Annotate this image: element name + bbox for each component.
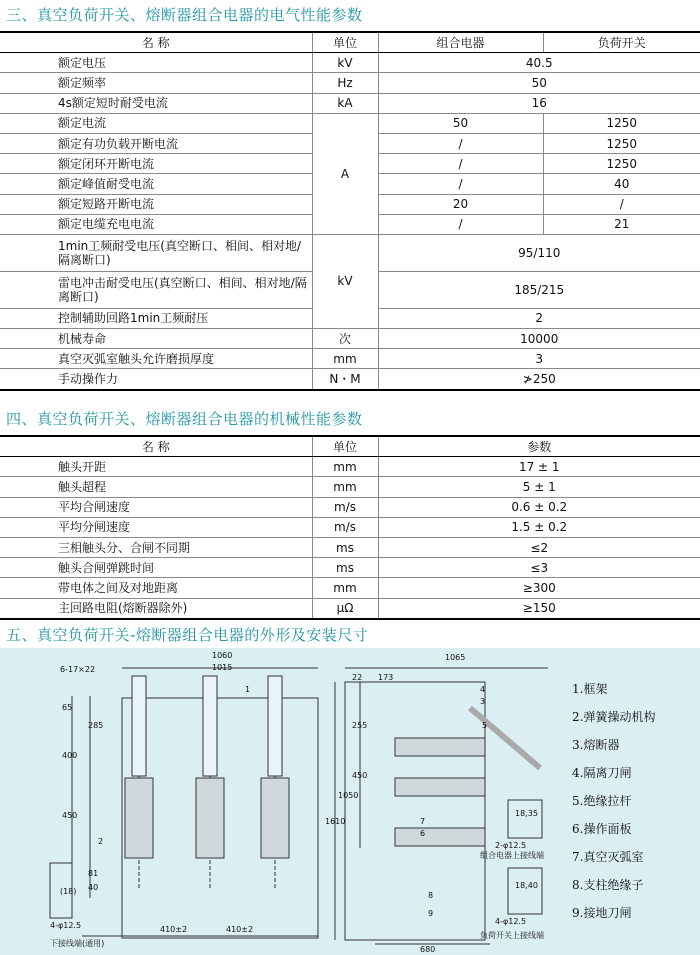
- dim-label: 22: [352, 673, 363, 682]
- installation-drawing: [0, 648, 700, 955]
- row-value: 16: [378, 93, 700, 113]
- dim-label: 1050: [338, 791, 359, 800]
- dim-label: 450: [62, 811, 78, 820]
- caption-combo-terminal: 组合电器上接线端: [480, 851, 544, 860]
- row-value: 40.5: [378, 53, 700, 73]
- row-name: 4s额定短时耐受电流: [0, 93, 312, 113]
- dim-label: 4-φ12.5: [495, 917, 527, 926]
- row-name: 控制辅助回路1min工频耐压: [0, 308, 312, 328]
- row-unit: N・M: [312, 369, 378, 390]
- table-row: [0, 73, 700, 93]
- callout-number: 2: [98, 837, 104, 846]
- row-value: ≤3: [378, 558, 700, 578]
- callout-number: 3: [480, 697, 486, 706]
- row-unit: 次: [312, 329, 378, 349]
- row-unit: mm: [312, 477, 378, 497]
- table-row: [0, 558, 700, 578]
- legend-item: 2.弹簧操动机构: [572, 710, 656, 724]
- row-unit: ms: [312, 558, 378, 578]
- row-unit: μΩ: [312, 598, 378, 619]
- row-name: 真空灭弧室触头允许磨损厚度: [0, 349, 312, 369]
- row-name: 1min工频耐受电压(真空断口、相间、相对地/隔离断口): [0, 234, 312, 271]
- row-unit: m/s: [312, 497, 378, 517]
- row-value: 50: [378, 73, 700, 93]
- row-name: 额定电流: [0, 113, 312, 133]
- side-insulator-2: [395, 778, 485, 796]
- row-unit: mm: [312, 457, 378, 477]
- row-switch: 1250: [543, 133, 700, 153]
- table-row: [0, 517, 700, 537]
- dim-label: 1065: [445, 653, 466, 662]
- row-name: 额定有功负载开断电流: [0, 133, 312, 153]
- dim-label: 18,40: [515, 881, 538, 890]
- callout-number: 8: [428, 891, 434, 900]
- row-unit: mm: [312, 349, 378, 369]
- row-switch: 40: [543, 174, 700, 194]
- table-row: [0, 93, 700, 113]
- dim-label: 255: [352, 721, 368, 730]
- row-unit: ms: [312, 537, 378, 557]
- row-name: 平均合闸速度: [0, 497, 312, 517]
- row-switch: /: [543, 194, 700, 214]
- callout-number: 7: [420, 817, 426, 826]
- legend-item: 3.熔断器: [572, 738, 620, 752]
- legend-item: 1.框架: [572, 682, 608, 696]
- switch-terminal-detail: [508, 868, 542, 914]
- legend-item: 5.绝缘拉杆: [572, 794, 632, 808]
- row-name: 额定峰值耐受电流: [0, 174, 312, 194]
- dim-label: 450: [352, 771, 368, 780]
- fuse-insulator-2: [203, 676, 217, 776]
- row-value: 0.6 ± 0.2: [378, 497, 700, 517]
- dim-label: 680: [420, 945, 436, 954]
- row-name: 雷电冲击耐受电压(真空断口、相间、相对地/隔离断口): [0, 271, 312, 308]
- row-name: 触头合闸弹跳时间: [0, 558, 312, 578]
- table-row: [0, 537, 700, 557]
- section-5-title: 五、真空负荷开关-熔断器组合电器的外形及安装尺寸: [6, 626, 369, 644]
- side-insulator-3: [395, 828, 485, 846]
- electrical-params-table: [0, 31, 700, 391]
- row-name: 额定短路开断电流: [0, 194, 312, 214]
- legend-item: 4.隔离刀闸: [572, 766, 632, 780]
- row-name: 手动操作力: [0, 369, 312, 390]
- table-row: [0, 349, 700, 369]
- row-name: 触头开距: [0, 457, 312, 477]
- row-unit: mm: [312, 578, 378, 598]
- callout-number: 1: [245, 685, 251, 694]
- dim-label: 1060: [212, 651, 233, 660]
- row-value: ≤2: [378, 537, 700, 557]
- row-name: 主回路电阻(熔断器除外): [0, 598, 312, 619]
- row-name: 额定闭环开断电流: [0, 154, 312, 174]
- fuse-insulator-3: [268, 676, 282, 776]
- dim-label: 410±2: [226, 925, 254, 934]
- dim-label: 65: [62, 703, 73, 712]
- row-combo: /: [378, 174, 543, 194]
- caption-switch-terminal: 负荷开关上接线端: [480, 931, 544, 940]
- row-value: 17 ± 1: [378, 457, 700, 477]
- header-param: 参数: [378, 436, 700, 457]
- row-value: ≥150: [378, 598, 700, 619]
- combo-terminal-detail: [508, 800, 542, 838]
- row-combo: /: [378, 133, 543, 153]
- row-name: 三相触头分、合闸不同期: [0, 537, 312, 557]
- table-header-row: [0, 32, 700, 53]
- row-value: 95/110: [378, 234, 700, 271]
- row-value: ≯250: [378, 369, 700, 390]
- row-value: 5 ± 1: [378, 477, 700, 497]
- section-4-title: 四、真空负荷开关、熔断器组合电器的机械性能参数: [6, 410, 363, 428]
- row-combo: 50: [378, 113, 543, 133]
- dim-label: 18,35: [515, 809, 538, 818]
- table-row: [0, 598, 700, 619]
- dim-label: 410±2: [160, 925, 188, 934]
- row-name: 额定频率: [0, 73, 312, 93]
- dim-label: 81: [88, 869, 99, 878]
- table-row: [0, 329, 700, 349]
- row-name: 额定电压: [0, 53, 312, 73]
- dim-label: 285: [88, 721, 104, 730]
- table-row: [0, 457, 700, 477]
- row-switch: 1250: [543, 154, 700, 174]
- dim-label: 40: [88, 883, 99, 892]
- header-name: 名 称: [0, 436, 312, 457]
- row-combo: /: [378, 154, 543, 174]
- table-row: [0, 578, 700, 598]
- support-insulator-1: [125, 778, 153, 858]
- dim-label: 2-φ12.5: [495, 841, 527, 850]
- row-name: 带电体之间及对地距离: [0, 578, 312, 598]
- row-switch: 21: [543, 214, 700, 234]
- group-unit-a: A: [312, 113, 378, 234]
- row-name: 机械寿命: [0, 329, 312, 349]
- row-value: 10000: [378, 329, 700, 349]
- legend-item: 8.支柱绝缘子: [572, 878, 644, 892]
- table-row: [0, 234, 700, 271]
- row-name: 平均分闸速度: [0, 517, 312, 537]
- dim-label: 400: [62, 751, 78, 760]
- table-header-row: [0, 436, 700, 457]
- mechanical-params-table: [0, 435, 700, 620]
- support-insulator-3: [261, 778, 289, 858]
- row-combo: 20: [378, 194, 543, 214]
- header-combo: 组合电器: [378, 32, 543, 53]
- table-row: [0, 53, 700, 73]
- table-row: [0, 369, 700, 390]
- callout-number: 9: [428, 909, 434, 918]
- callout-number: 5: [482, 721, 488, 730]
- group-unit-kv: kV: [312, 234, 378, 328]
- dim-label: 6-17×22: [60, 665, 96, 674]
- row-value: 3: [378, 349, 700, 369]
- legend-item: 6.操作面板: [572, 822, 632, 836]
- legend-item: 9.接地刀闸: [572, 906, 632, 920]
- fuse-insulator-1: [132, 676, 146, 776]
- row-unit: kV: [312, 53, 378, 73]
- header-unit: 单位: [312, 436, 378, 457]
- dim-label: 173: [378, 673, 394, 682]
- row-value: 2: [378, 308, 700, 328]
- side-insulator-1: [395, 738, 485, 756]
- drawing-svg: [0, 648, 700, 955]
- dim-label: 4-φ12.5: [50, 921, 82, 930]
- row-unit: m/s: [312, 517, 378, 537]
- row-name: 额定电缆充电电流: [0, 214, 312, 234]
- row-unit: kA: [312, 93, 378, 113]
- legend-item: 7.真空灭弧室: [572, 850, 644, 864]
- table-row: [0, 497, 700, 517]
- table-row: [0, 113, 700, 133]
- row-switch: 1250: [543, 113, 700, 133]
- section-3-title: 三、真空负荷开关、熔断器组合电器的电气性能参数: [6, 6, 363, 24]
- row-value: 1.5 ± 0.2: [378, 517, 700, 537]
- row-combo: /: [378, 214, 543, 234]
- header-unit: 单位: [312, 32, 378, 53]
- dim-label: 1610: [325, 817, 346, 826]
- callout-number: 4: [480, 685, 486, 694]
- dim-label: 1015: [212, 663, 233, 672]
- header-switch: 负荷开关: [543, 32, 700, 53]
- table-row: [0, 477, 700, 497]
- dim-label: (18): [60, 887, 77, 896]
- callout-number: 6: [420, 829, 426, 838]
- row-name: 触头超程: [0, 477, 312, 497]
- caption-bottom-terminal: 下接线端(通用): [50, 939, 105, 948]
- row-unit: Hz: [312, 73, 378, 93]
- row-value: ≥300: [378, 578, 700, 598]
- row-value: 185/215: [378, 271, 700, 308]
- support-insulator-2: [196, 778, 224, 858]
- header-name: 名 称: [0, 32, 312, 53]
